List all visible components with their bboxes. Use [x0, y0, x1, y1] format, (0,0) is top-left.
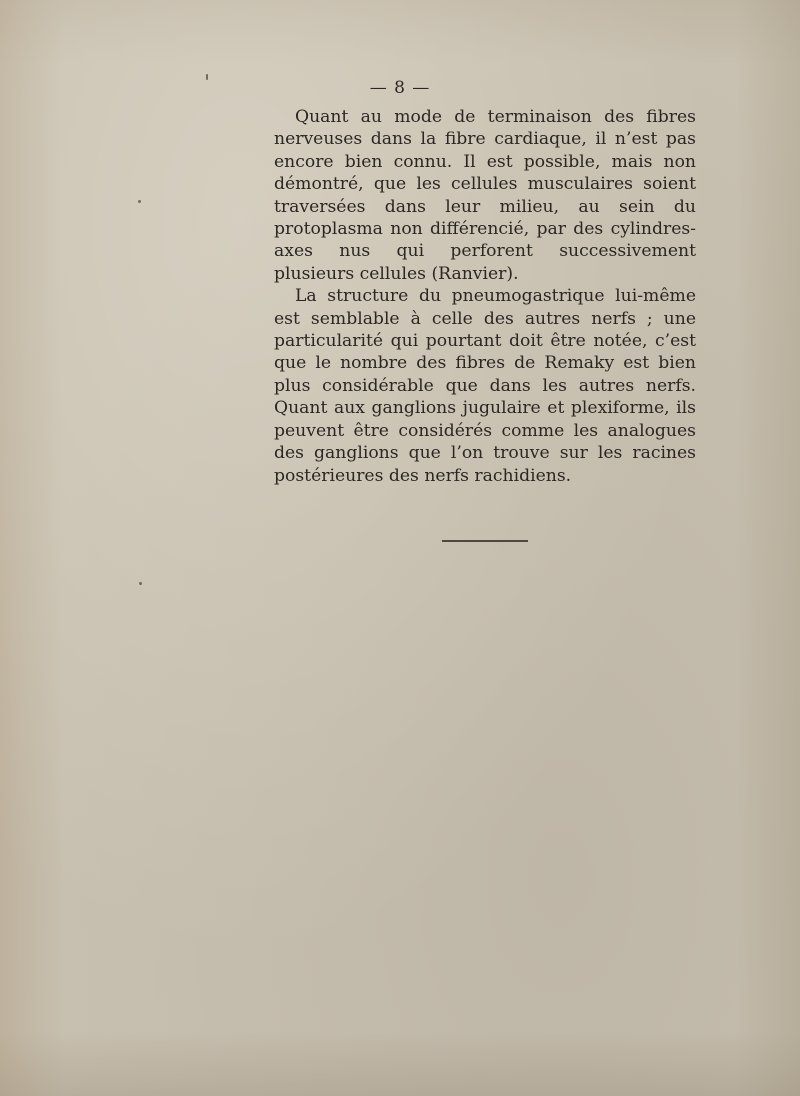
paragraph-2: La structure du pneumogastrique lui-même est semblable à celle des autres nerfs ; une particularité qui pourtant doit être notée, c’est que le nombre des fibres de Remaky est bien plus considérable que dans les autres nerfs. Quant aux ganglions jugulaire et plexiforme, ils peuvent être considérés comme les analogues des ganglions que l’on trouve sur les racines postérieures des nerfs rachidiens. — [274, 286, 696, 486]
paragraph-1: Quant au mode de terminaison des fibres nerveuses dans la fibre cardiaque, il n’est pas encore bien connu. Il est possible, mais non démontré, que les cellules musculaires soient traversées dans leur milieu, au sein du protoplasma non différencié, par des cylindres-axes nus qui perforent successivement plusieurs cellules (Ranvier). — [274, 107, 696, 284]
paper-speck — [139, 582, 142, 585]
body-text — [274, 106, 696, 487]
section-divider-rule — [442, 540, 528, 542]
page-number: — 8 — — [369, 78, 431, 98]
paper-speck — [206, 74, 208, 80]
paper-speck — [138, 200, 141, 203]
